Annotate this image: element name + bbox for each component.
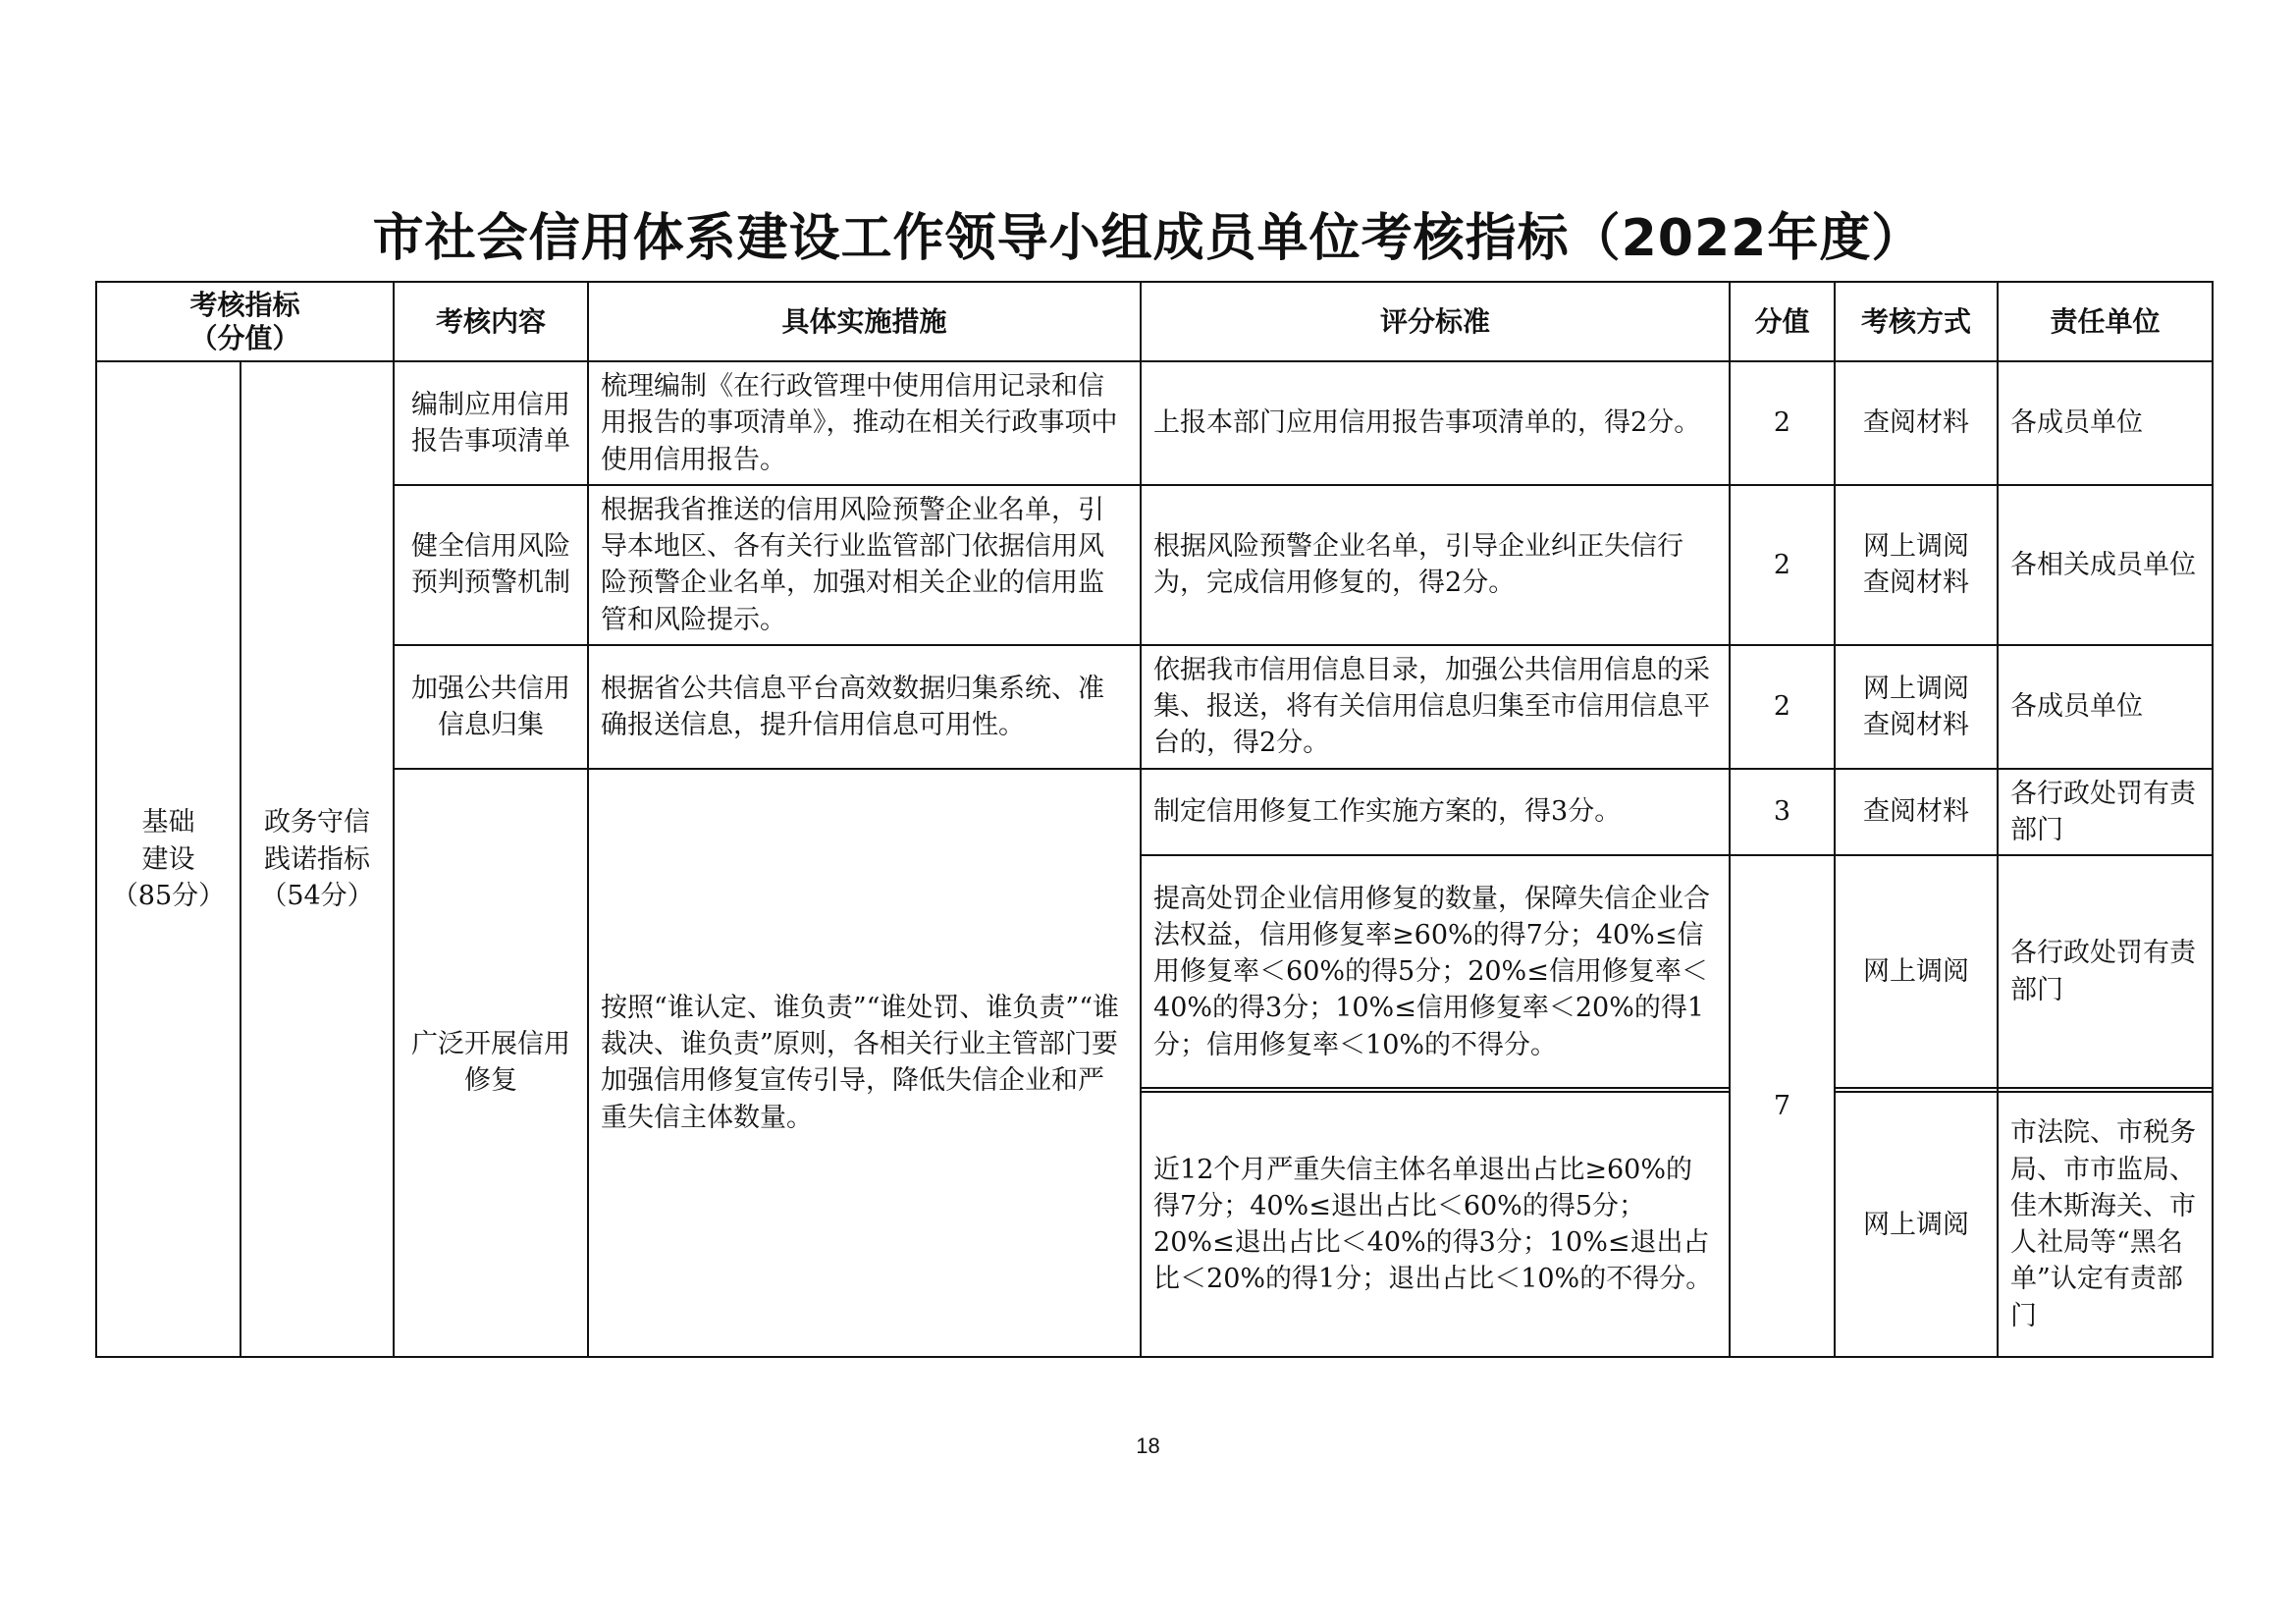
page-number: 18 [1136,1434,1160,1458]
content-cell: 加强公共信用信息归集 [394,645,588,769]
measures-cell: 根据我省推送的信用风险预警企业名单，引导本地区、各有关行业监管部门依据信用风险预警企业名单，加强对相关企业的信用监管和风险提示。 [588,485,1141,645]
assessment-table [95,281,2214,1358]
score-cell: 2 [1730,485,1835,645]
score-cell: 7 [1730,855,1835,1357]
criteria-cell: 提高处罚企业信用修复的数量，保障失信企业合法权益，信用修复率≥60%的得7分；40%≤信用修复率＜60%的得5分；20%≤信用修复率＜40%的得3分；10%≤信用修复率＜20%的得1分；信用修复率＜10%的不得分。 [1141,855,1730,1088]
header-score: 分值 [1730,282,1835,361]
unit-cell: 各行政处罚有责部门 [1998,769,2213,856]
criteria-cell: 近12个月严重失信主体名单退出占比≥60%的得7分；40%≤退出占比＜60%的得5分；20%≤退出占比＜40%的得3分；10%≤退出占比＜20%的得1分；退出占比＜10%的不得分。 [1141,1092,1730,1357]
measures-cell: 按照“谁认定、谁负责”“谁处罚、谁负责”“谁裁决、谁负责”原则，各相关行业主管部门要加强信用修复宣传引导，降低失信企业和严重失信主体数量。 [588,769,1141,1358]
table-row [96,361,2213,485]
method-cell: 查阅材料 [1835,769,1998,856]
header-method: 考核方式 [1835,282,1998,361]
table-row [96,769,2213,856]
header-measures: 具体实施措施 [588,282,1141,361]
unit-cell: 各成员单位 [1998,361,2213,485]
method-cell: 查阅材料 [1835,361,1998,485]
unit-cell: 市法院、市税务局、市市监局、佳木斯海关、市人社局等“黑名单”认定有责部门 [1998,1092,2213,1357]
header-content: 考核内容 [394,282,588,361]
table-row [96,485,2213,645]
criteria-cell: 根据风险预警企业名单，引导企业纠正失信行为，完成信用修复的，得2分。 [1141,485,1730,645]
criteria-cell: 上报本部门应用信用报告事项清单的，得2分。 [1141,361,1730,485]
content-cell: 健全信用风险预判预警机制 [394,485,588,645]
header-row [96,282,2213,361]
method-cell: 网上调阅 [1835,855,1998,1088]
content-cell: 编制应用信用报告事项清单 [394,361,588,485]
header-unit: 责任单位 [1998,282,2213,361]
criteria-cell: 制定信用修复工作实施方案的，得3分。 [1141,769,1730,856]
method-cell: 网上调阅 [1835,1092,1998,1357]
unit-cell: 各行政处罚有责部门 [1998,855,2213,1088]
score-cell: 3 [1730,769,1835,856]
header-criteria: 评分标准 [1141,282,1730,361]
score-cell: 2 [1730,645,1835,769]
method-cell: 网上调阅 查阅材料 [1835,485,1998,645]
measures-cell: 根据省公共信息平台高效数据归集系统、准确报送信息，提升信用信息可用性。 [588,645,1141,769]
unit-cell: 各相关成员单位 [1998,485,2213,645]
header-indicator: 考核指标 （分值） [96,282,394,361]
criteria-cell: 依据我市信用信息目录，加强公共信用信息的采集、报送，将有关信用信息归集至市信用信息平台的，得2分。 [1141,645,1730,769]
page-title: 市社会信用体系建设工作领导小组成员单位考核指标（2022年度） [372,209,1924,268]
score-cell: 2 [1730,361,1835,485]
table-row [96,645,2213,769]
method-cell: 网上调阅 查阅材料 [1835,645,1998,769]
indicator-level1: 基础 建设 （85分） [96,361,240,1357]
measures-cell: 梳理编制《在行政管理中使用信用记录和信用报告的事项清单》，推动在相关行政事项中使用信用报告。 [588,361,1141,485]
indicator-level2: 政务守信 践诺指标 （54分） [240,361,394,1357]
unit-cell: 各成员单位 [1998,645,2213,769]
content-cell: 广泛开展信用修复 [394,769,588,1358]
